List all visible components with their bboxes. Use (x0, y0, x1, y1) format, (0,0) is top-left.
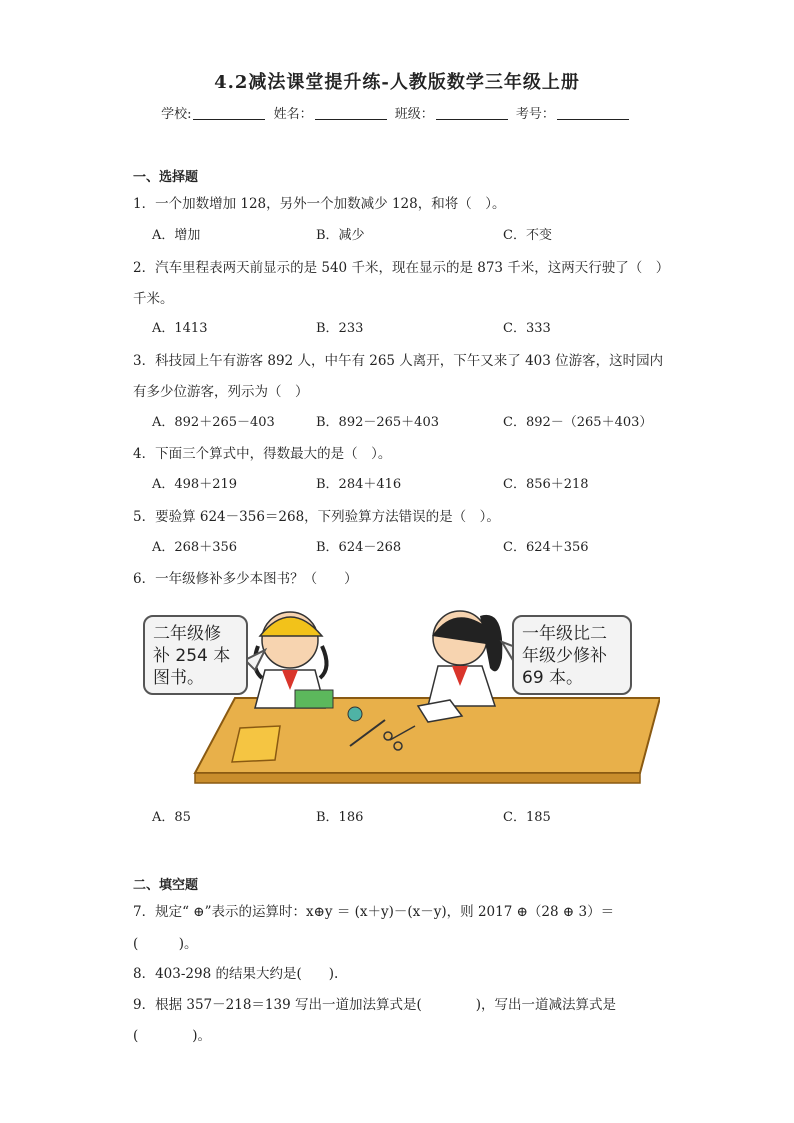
q6-option-a[interactable]: A．85 (152, 810, 191, 825)
school-blank[interactable] (193, 107, 265, 120)
bubble-left-line-1: 二年级修 (153, 624, 221, 644)
question-8[interactable]: 8．403-298 的结果大约是( ). (133, 966, 339, 982)
question-3-line2: 有多少位游客，列示为（ ） (133, 384, 309, 400)
question-2-line1: 2．汽车里程表两天前显示的是 540 千米，现在显示的是 873 千米，这两天行驶了（ ） (133, 260, 670, 276)
q5-option-c[interactable]: C．624＋356 (503, 540, 589, 555)
exam-no-label: 考号： (515, 107, 555, 122)
name-label: 姓名： (273, 107, 313, 122)
page-title: 4.2减法课堂提升练-人教版数学三年级上册 (214, 72, 580, 93)
q6-option-c[interactable]: C．185 (503, 810, 551, 825)
section-choice-heading: 一、选择题 (133, 170, 199, 185)
q2-option-c[interactable]: C．333 (503, 321, 551, 336)
speech-bubble-right (512, 615, 632, 695)
q4-option-c[interactable]: C．856＋218 (503, 477, 589, 492)
bubble-right-line-2: 年级少修补 (522, 646, 607, 666)
q3-option-b[interactable]: B．892－265＋403 (316, 415, 439, 430)
q5-option-b[interactable]: B．624－268 (316, 540, 402, 555)
question-7-line1: 7．规定“ ⊕”表示的运算时：x⊕y ＝ (x＋y)－(x－y)，则 2017 ⊕（28 ⊕ 3）＝ (133, 904, 615, 920)
q1-option-a[interactable]: A．增加 (152, 228, 201, 243)
speech-bubble-left (143, 615, 248, 695)
question-6: 6．一年级修补多少本图书？（ ） (133, 571, 358, 587)
question-9-line1[interactable]: 9．根据 357－218＝139 写出一道加法算式是( )，写出一道减法算式是 (133, 997, 617, 1013)
student-info-line (0, 103, 794, 122)
class-blank[interactable] (436, 107, 508, 120)
q5-option-a[interactable]: A．268＋356 (152, 540, 238, 555)
q2-option-b[interactable]: B．233 (316, 321, 364, 336)
q1-option-b[interactable]: B．减少 (316, 228, 365, 243)
exam-no-blank[interactable] (557, 107, 629, 120)
school-label: 学校: (161, 107, 192, 122)
question-5: 5．要验算 624－356＝268，下列验算方法错误的是（ ）。 (133, 509, 500, 525)
bubble-left-line-2: 补 254 本 (153, 646, 231, 666)
question-4: 4．下面三个算式中，得数最大的是（ ）。 (133, 446, 392, 462)
question-2-line2: 千米。 (133, 291, 174, 307)
q3-option-c[interactable]: C．892－（265＋403） (503, 415, 653, 430)
question-1: 1．一个加数增加 128，另外一个加数减少 128，和将（ ）。 (133, 196, 506, 212)
question-9-line2[interactable]: ( )。 (133, 1028, 212, 1044)
q4-option-b[interactable]: B．284＋416 (316, 477, 402, 492)
q2-option-a[interactable]: A．1413 (152, 321, 208, 336)
bubble-right-line-3: 69 本。 (522, 668, 584, 688)
question-3-line1: 3．科技园上午有游客 892 人，中午有 265 人离开，下午又来了 403 位游客，这时园内 (133, 353, 664, 369)
q4-option-a[interactable]: A．498＋219 (152, 477, 238, 492)
q6-option-b[interactable]: B．186 (316, 810, 364, 825)
bubble-right-line-1: 一年级比二 (522, 624, 607, 644)
name-blank[interactable] (315, 107, 387, 120)
section-fill-heading: 二、填空题 (133, 878, 199, 893)
bubble-left-line-3: 图书。 (153, 668, 204, 688)
q3-option-a[interactable]: A．892＋265－403 (152, 415, 275, 430)
class-label: 班级： (394, 107, 434, 122)
q1-option-c[interactable]: C．不变 (503, 228, 552, 243)
question-7-line2[interactable]: ( )。 (133, 936, 198, 952)
